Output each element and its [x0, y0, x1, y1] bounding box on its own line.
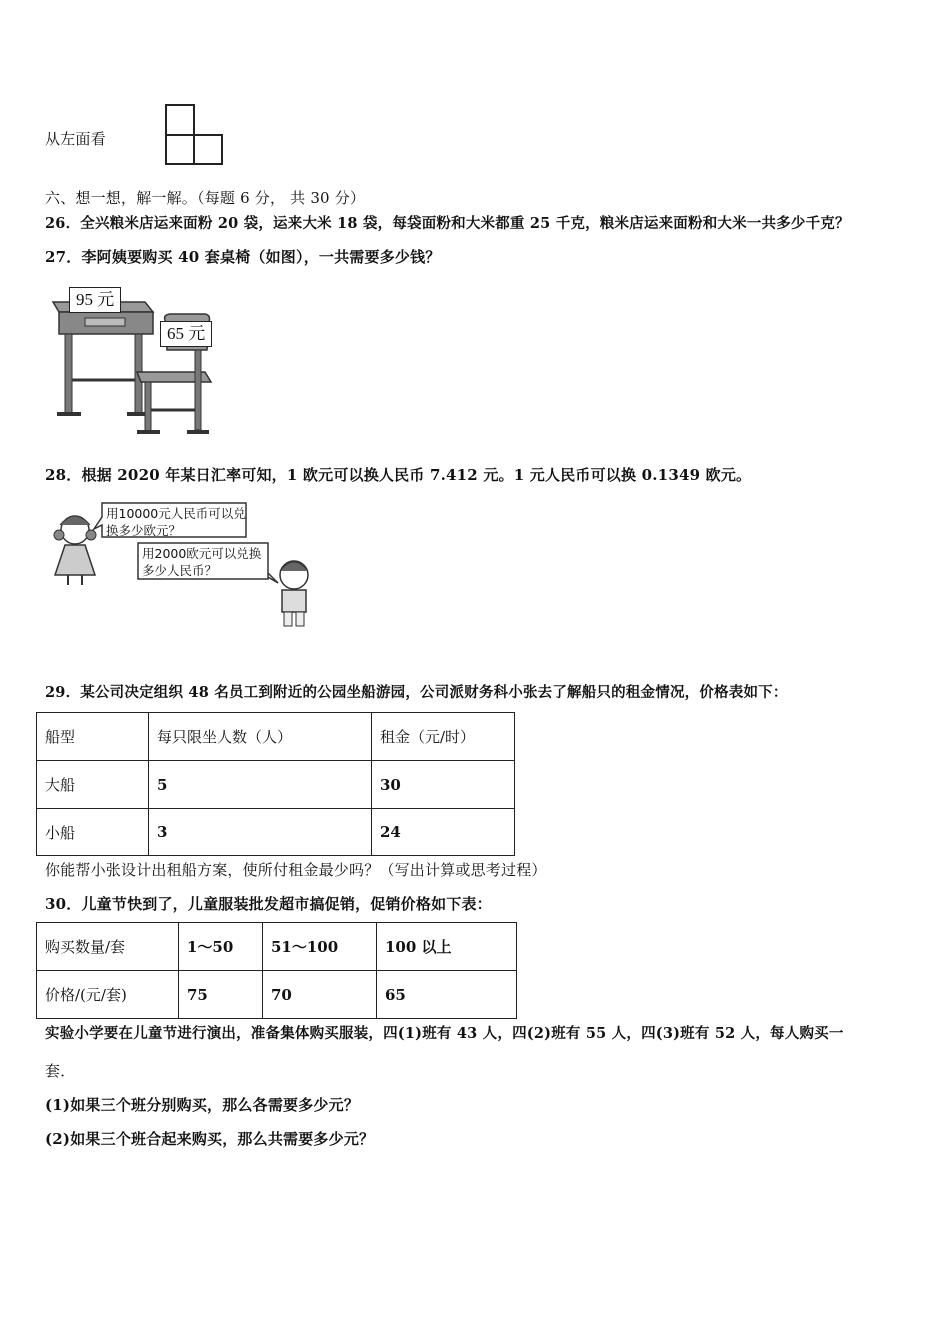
table-cell: 3	[149, 809, 372, 856]
table-cell: 大船	[37, 761, 149, 809]
table-cell: 小船	[37, 809, 149, 856]
table-cell: 75	[179, 971, 263, 1019]
table-row	[37, 809, 515, 856]
question-28: 28．根据 2020 年某日汇率可知，1 欧元可以换人民币 7.412 元。1 元人民币可以换 0.1349 欧元。	[45, 466, 752, 484]
question-30-part-1: (1)如果三个班分别购买，那么各需要多少元？	[45, 1096, 360, 1114]
left-view-label: 从左面看	[45, 130, 106, 148]
table-cell: 51～100	[263, 923, 377, 971]
table-cell: 30	[372, 761, 515, 809]
table-cell: 1～50	[179, 923, 263, 971]
question-30-body: 实验小学要在儿童节进行演出，准备集体购买服装，四(1)班有 43 人，四(2)班有 55 人，四(3)班有 52 人，每人购买一	[45, 1025, 844, 1042]
question-30-part-2: (2)如果三个班合起来购买，那么共需要多少元？	[45, 1130, 375, 1148]
clothing-price-table	[36, 922, 517, 1019]
speech-bubble-boy: 用2000欧元可以兑换多少人民币？	[142, 546, 262, 578]
left-view-figure	[160, 100, 230, 170]
table-header-cell: 船型	[37, 713, 149, 761]
table-cell: 5	[149, 761, 372, 809]
question-26: 26．全兴粮米店运来面粉 20 袋，运来大米 18 袋，每袋面粉和大米都重 25 千克，粮米店运来面粉和大米一共多少千克？	[45, 215, 850, 232]
question-30: 30．儿童节快到了，儿童服装批发超市搞促销，促销价格如下表：	[45, 895, 492, 913]
table-header-cell: 租金（元/时）	[372, 713, 515, 761]
question-30-body-cont: 套．	[45, 1062, 76, 1080]
table-cell: 24	[372, 809, 515, 856]
table-header-cell: 每只限坐人数（人）	[149, 713, 372, 761]
table-row	[37, 761, 515, 809]
question-29: 29．某公司决定组织 48 名员工到附近的公园坐船游园，公司派财务科小张去了解船只的租金情况，价格表如下：	[45, 684, 788, 701]
table-cell: 100 以上	[377, 923, 517, 971]
table-cell: 价格/(元/套)	[37, 971, 179, 1019]
table-cell: 购买数量/套	[37, 923, 179, 971]
question-27: 27．李阿姨要购买 40 套桌椅（如图），一共需要多少钱？	[45, 248, 441, 266]
table-row	[37, 923, 517, 971]
table-row	[37, 971, 517, 1019]
desk-price-tag: 95 元	[69, 287, 121, 313]
section-heading: 六、想一想，解一解。（每题 6 分， 共 30 分）	[45, 189, 366, 207]
table-cell: 65	[377, 971, 517, 1019]
question-29-followup: 你能帮小张设计出租船方案，使所付租金最少吗？（写出计算或思考过程）	[45, 861, 547, 879]
table-cell: 70	[263, 971, 377, 1019]
speech-bubble-girl: 用10000元人民币可以兑换多少欧元？	[106, 506, 246, 538]
boat-rental-table	[36, 712, 515, 856]
chair-price-tag: 65 元	[160, 321, 212, 347]
table-header-row	[37, 713, 515, 761]
